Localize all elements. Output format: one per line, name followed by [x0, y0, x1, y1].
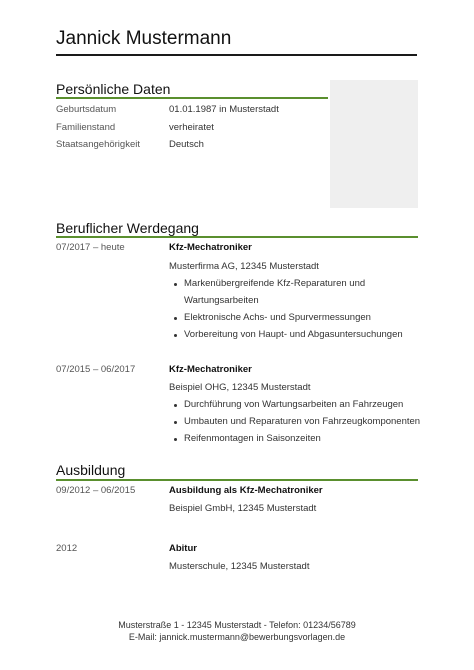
career-title: Kfz-Mechatroniker	[169, 364, 252, 375]
bullet-icon	[174, 334, 177, 337]
bullet-icon	[174, 421, 177, 424]
section-divider-education	[56, 479, 418, 481]
header-divider	[56, 54, 417, 56]
footer-address: Musterstraße 1 - 12345 Musterstadt - Telefon: 01234/56789	[118, 620, 356, 630]
career-period: 07/2017 – heute	[56, 242, 125, 253]
personal-value-nationality: Deutsch	[169, 139, 204, 150]
personal-value-marital: verheiratet	[169, 122, 214, 133]
career-period: 07/2015 – 06/2017	[56, 364, 136, 375]
bullet-icon	[174, 438, 177, 441]
photo-placeholder	[330, 80, 418, 208]
education-title: Ausbildung als Kfz-Mechatroniker	[169, 485, 323, 496]
education-place: Musterschule, 12345 Musterstadt	[169, 561, 310, 572]
bullet-icon	[174, 283, 177, 286]
career-task: Umbauten und Reparaturen von Fahrzeugkomponenten	[184, 416, 421, 427]
education-title: Abitur	[169, 543, 197, 554]
personal-label-nationality: Staatsangehörigkeit	[56, 139, 140, 150]
section-divider-career	[56, 236, 418, 238]
career-task: Vorbereitung von Haupt- und Abgasuntersuchungen	[184, 329, 403, 340]
applicant-name: Jannick Mustermann	[56, 28, 232, 49]
career-company: Musterfirma AG, 12345 Musterstadt	[169, 261, 319, 272]
career-title: Kfz-Mechatroniker	[169, 242, 252, 253]
section-divider-personal	[56, 97, 328, 99]
career-task: Elektronische Achs- und Spurvermessungen	[184, 312, 371, 323]
education-period: 2012	[56, 543, 78, 554]
career-task: Reifenmontagen in Saisonzeiten	[184, 433, 321, 444]
education-place: Beispiel GmbH, 12345 Musterstadt	[169, 503, 317, 514]
personal-value-birthdate: 01.01.1987 in Musterstadt	[169, 104, 279, 115]
section-heading-personal: Persönliche Daten	[56, 81, 171, 97]
section-heading-career: Beruflicher Werdegang	[56, 220, 199, 236]
bullet-icon	[174, 317, 177, 320]
footer-email: E-Mail: jannick.mustermann@bewerbungsvorlagen.de	[128, 632, 346, 642]
personal-label-marital: Familienstand	[56, 122, 116, 133]
career-task: Markenübergreifende Kfz-Reparaturen und	[184, 278, 366, 289]
bullet-icon	[174, 404, 177, 407]
career-task: Durchführung von Wartungsarbeiten an Fahrzeugen	[184, 399, 404, 410]
section-heading-education: Ausbildung	[56, 462, 126, 478]
career-task-continuation: Wartungsarbeiten	[184, 295, 259, 306]
personal-label-birthdate: Geburtsdatum	[56, 104, 117, 115]
education-period: 09/2012 – 06/2015	[56, 485, 136, 496]
career-company: Beispiel OHG, 12345 Musterstadt	[169, 382, 311, 393]
